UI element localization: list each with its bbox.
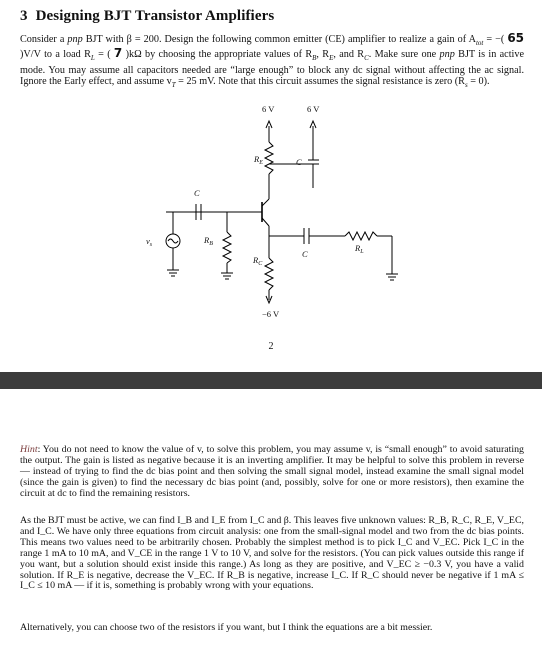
section-number: 3: [20, 8, 28, 24]
page-number: 2: [268, 341, 274, 352]
problem-text: Consider a: [20, 34, 68, 45]
hint-paragraph: [20, 445, 524, 500]
c-label-input: C: [194, 188, 200, 198]
problem-text: pnp: [439, 49, 455, 61]
transistor-emitter: [262, 199, 269, 206]
page-lower: [0, 389, 542, 651]
emitter-resistor: [265, 142, 273, 174]
vs-label: $v_s$: [146, 236, 153, 248]
collector-resistor: [265, 258, 273, 290]
alternative-paragraph: Alternatively, you can choose two of the resistors if you want, but I think the equations are a bit messier.: [20, 622, 433, 633]
problem-text: )kΩ by choosing the appropriate values of R: [122, 49, 313, 61]
method-paragraph: As the BJT must be active, we can find I_B and I_E from I_C and β. This leaves five unknown values: R_B, R_C, R_E, V_EC, and I_C. We have only three equations from circuit analysis: one from the small-signal model and two from the dc bias points. This means two values need to be arbitrarily chosen. Probably the simplest method is to pick I_C and V_EC. Pick I_C in the range 1 mA to 10 mA, and V_CE in the range 1 V to 10 V, and solve for the resistors. (You can pick values outside this range if you want, but a solution should exist inside this range.) As long as they are positive, and V_EC ≥ −0.3 V, you have a valid solution. If R_E is negative, decrease the V_EC. If R_B is negative, increase I_C. If R_C should never be negative if 1 mA ≤ I_C ≤ 10 mA — if it is, something is probably wrong with your equations.: [20, 515, 524, 592]
handwritten-gain: 65: [507, 31, 525, 45]
problem-subscript: s: [464, 81, 468, 90]
problem-text: BJT with β = 200. Design the following common emitter (CE) amplifier to realize a gain of A: [82, 34, 476, 45]
problem-text: , R: [316, 49, 330, 61]
section-title: Designing BJT Transistor Amplifiers: [35, 8, 275, 24]
section-heading: [20, 8, 274, 25]
c-label-top: C: [296, 157, 302, 167]
hint-label: Hint: [20, 444, 38, 455]
ce-amplifier-schematic: [120, 100, 410, 330]
transistor-collector: [262, 218, 269, 226]
problem-text: )V/V to a load R: [20, 49, 91, 61]
re-label: $R_E$: [254, 154, 263, 166]
problem-text: = 25 mV. Note that this circuit assumes the signal resistance is zero (R: [175, 76, 465, 88]
problem-text: . Make sure one: [368, 49, 440, 61]
problem-text: pnp: [67, 34, 83, 45]
problem-text: = −(: [483, 34, 508, 45]
c-label-output: C: [302, 249, 308, 259]
problem-text: BJT is in active mode. You may assume all capacitors needed are “large enough” to block any dc signal without affecting the ac signal. Ignore the Early effect, and assume v: [20, 49, 524, 88]
problem-subscript: E: [329, 54, 334, 63]
load-resistor: [345, 232, 377, 240]
rb-label: $R_B$: [204, 235, 213, 247]
negative-supply-label: −6 V: [262, 309, 280, 319]
handwritten-load: 7: [113, 46, 123, 61]
problem-text: , and R: [333, 49, 365, 61]
problem-subscript: tot: [475, 39, 484, 48]
base-resistor: [223, 232, 231, 263]
problem-subscript: C: [364, 54, 369, 63]
sine-icon: [168, 239, 178, 243]
problem-subscript: B: [312, 54, 317, 63]
problem-subscript: T: [171, 81, 176, 90]
page-divider: [0, 372, 542, 389]
problem-subscript: L: [90, 54, 95, 63]
hint-text: : You do not need to know the value of v, to solve this problem, you may assume v, is “small enough” to avoid saturating the output. The gain is listed as negative because it is an inverting amplifier. It may be helpful to solve this problem in reverse — instead of trying to find the dc bias point and then solving the small signal model, instead examine the small signal model (since the gain is given) to find the necessary dc bias point (and, possibly, solve for one or more resistors), then examine the circuit at dc to find the remaining resistors.: [20, 444, 524, 499]
rl-label: $R_L$: [355, 243, 364, 255]
problem-text: = (: [94, 49, 114, 61]
rc-label: $R_C$: [253, 255, 263, 267]
problem-statement: [20, 31, 525, 92]
problem-text: = 0).: [467, 76, 490, 88]
supply-label-left: 6 V: [262, 104, 275, 114]
supply-label-right: 6 V: [307, 104, 320, 114]
